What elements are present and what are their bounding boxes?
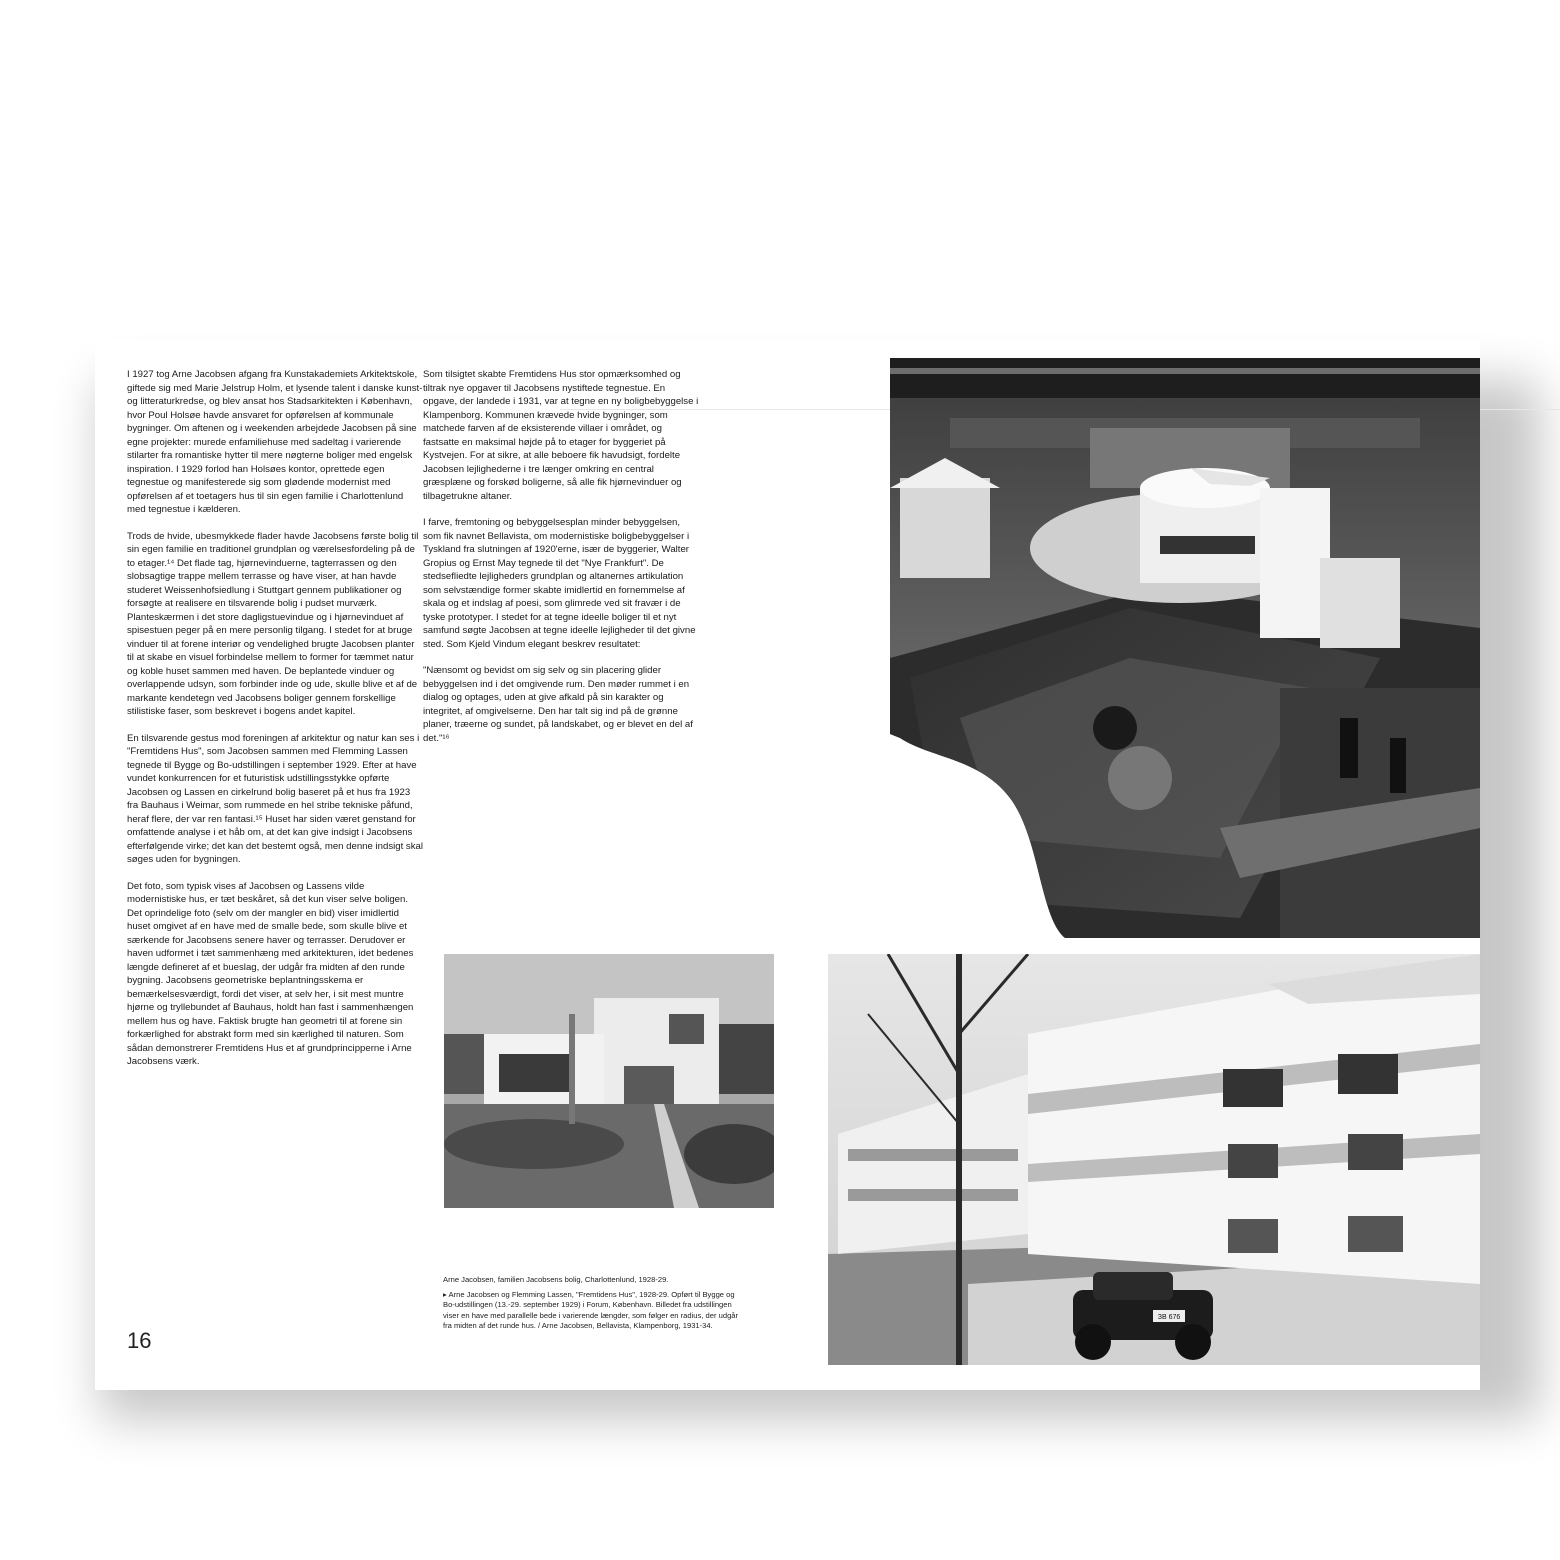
text-column-middle — [423, 368, 700, 758]
quote: "Nænsomt og bevidst om sig selv og sin placering glider bebyggelsen ind i det omgivende rum. Den møder rummet i en dialog og optages, uden at give afkald på sin karakter og integritet, af omgivelserne. Den har talt sig ind på de grønne planer, træerne og sundet, på landskabet, og er blevet en del af det."¹⁶ — [423, 665, 693, 744]
text-column-left — [127, 368, 424, 1082]
paragraph: I farve, fremtoning og bebyggelsesplan minder bebyggelsen, som fik navnet Bellavista, om modernistiske boligbebyggelser i Tyskland fra slutningen af 1920'erne, især de byggerier, Walter Gropius og Ernst May tegnede til det "Nye Frankfurt". De stedsefliedte lejligheders grundplan og altanernes artikulation som selvstændige former skabte imidlertid en fornemmelse af skala og et indslag af poesi, som glimrede ved sit fravær i de tyske prototyper. I stedet for at tegne ideelle boliger til et nyt samfund søgte Jacobsen at tegne ideelle lejligheder til det givne sted. Som Kjeld Vindum elegant beskrev resultatet: — [423, 517, 696, 650]
photo-bellavista — [828, 954, 1480, 1365]
license-plate: ЗВ 676 — [1157, 1314, 1181, 1321]
page-number: 16 — [127, 1328, 152, 1353]
paragraph: Det foto, som typisk vises af Jacobsen og Lassens vilde modernistiske hus, er tæt beskåret, så det kun viser selve boligen. Det oprindelige foto (selv om der mangler en bid) viser imidlertid huset omgivet af en have med de smalle bede, som skulle blive et særkende for Jacobsens senere haver og terrasser. Derudover er haven udformet i tæt sammenhæng med arkitekturen, idet bedenes længde defineret af et bueslag, der udgår fra midten af den runde bygning. Jacobsens geometriske beplantningsskema er bemærkelsesværdigt, fordi det viser, at selv her, i sit mest muntre hjørne og tryllebundet af Bauhaus, holdt han fast i sammenhængen mellem hus og have. Faktisk brugte han geometri til at forene sin forkærlighed for abstrakt form med sin kærlighed til naturen. Som sådan demonstrerer Fremtidens Hus et af grundprincipperne i Arne Jacobsens værk. — [127, 880, 414, 1067]
photo-captions — [443, 1275, 748, 1336]
paragraph: En tilsvarende gestus mod foreningen af arkitektur og natur kan ses i "Fremtidens Hus", som Jacobsen sammen med Flemming Lassen tegnede til Bygge og Bo-udstillingen i september 1929. Efter at have vundet konkurrencen for et futuristisk udstillingsstykke opførte Jacobsen og Lassen en cirkelrund bolig baseret på et hus fra 1923 fra Bauhaus i Weimar, som rummede en hel stribe tekniske påfund, heraf flere, der var ren fantasi.¹⁵ Huset har siden været genstand for omfattende analyse i et håb om, at det kan give indsigt i Jacobsens efterfølgende virke; det kan det bestemt også, men denne indsigt skal søges uden for bygningen. — [127, 732, 423, 865]
book-page — [95, 340, 1480, 1390]
paragraph: Som tilsigtet skabte Fremtidens Hus stor opmærksomhed og tiltrak nye opgaver til Jacobsens nystiftede tegnestue. En opgave, der landede i 1931, var at tegne en ny boligbebyggelse i Klampenborg. Kommunen krævede hvide bygninger, som matchede farven af de eksisterende villaer i området, og fastsatte en maksimal højde på to etager for byggeriet på Kystvejen. For at sikre, at alle beboere fik havudsigt, fordelte Jacobsen lejlighederne i tre længer omkring en central græsplæne og forskød boligerne, så alle fik hjørnevinduer og tilbagetrukne altaner. — [423, 369, 699, 502]
photo-jacobsen-house — [444, 954, 774, 1208]
paragraph: I 1927 tog Arne Jacobsen afgang fra Kunstakademiets Arkitektskole, giftede sig med Marie Jelstrup Holm, et lysende talent i danske kunst- og litteraturkredse, og blev ansat hos Stadsarkitekten i København, hvor Poul Holsøe havde ansvaret for opførelsen af kommunale bygninger. Om aftenen og i weekenden arbejdede Jacobsen på sine egne projekter: murede enfamiliehuse med sadeltag i varierende stilarter fra romantiske hytter til mere nøgterne boliger med engelsk inspiration. I 1929 forlod han Holsøes kontor, oprettede egen tegnestue og manifesterede sig som glødende modernist med opførelsen af et toetagers hus til sin egen familie i Charlottenlund med tegnestue i kælderen. — [127, 369, 423, 515]
caption: ▸ Arne Jacobsen og Flemming Lassen, "Fremtidens Hus", 1928-29. Opført til Bygge og Bo-udstillingen (13.-29. september 1929) i Forum, København. Billedet fra udstillingen viser en have med parallelle bede i varierende længder, som følger en radius, der udgår fra midten af det runde hus. / Arne Jacobsen, Bellavista, Klampenborg, 1931-34. — [443, 1290, 739, 1330]
paragraph: Trods de hvide, ubesmykkede flader havde Jacobsens første bolig til sin egen familie en traditionel grundplan og værelsesfordeling på de to etager.¹⁴ Det flade tag, hjørnevinduerne, tagterrassen og den slobsagtige trappe mellem terrasse og have viser, at han havde studeret Weissenhofsiedlung i Stuttgart gennem publikationer og forsøgte at realisere en tilsvarende bolig i pudset murværk. Planteskærmen i det store dagligstuevindue og i hjørnevinduet af spisestuen peger på en mere personlig tilgang. I stedet for at bruge vinduer til at forene interiør og vendelighed brugte Jacobsen planter til at skabe en visuel forbindelse mellem to former for tæmmet natur og koble huset sammen med haven. De beplantede vinduer og overlappende udsyn, som forbinder inde og ude, skulle blive et af de markante kendetegn ved Jacobsens boliger gennem forskellige stilistiske faser, som beskrevet i bogens andet kapitel. — [127, 530, 419, 717]
photo-fremtidens-hus — [890, 358, 1480, 938]
caption: Arne Jacobsen, familien Jacobsens bolig, Charlottenlund, 1928-29. — [443, 1275, 669, 1284]
